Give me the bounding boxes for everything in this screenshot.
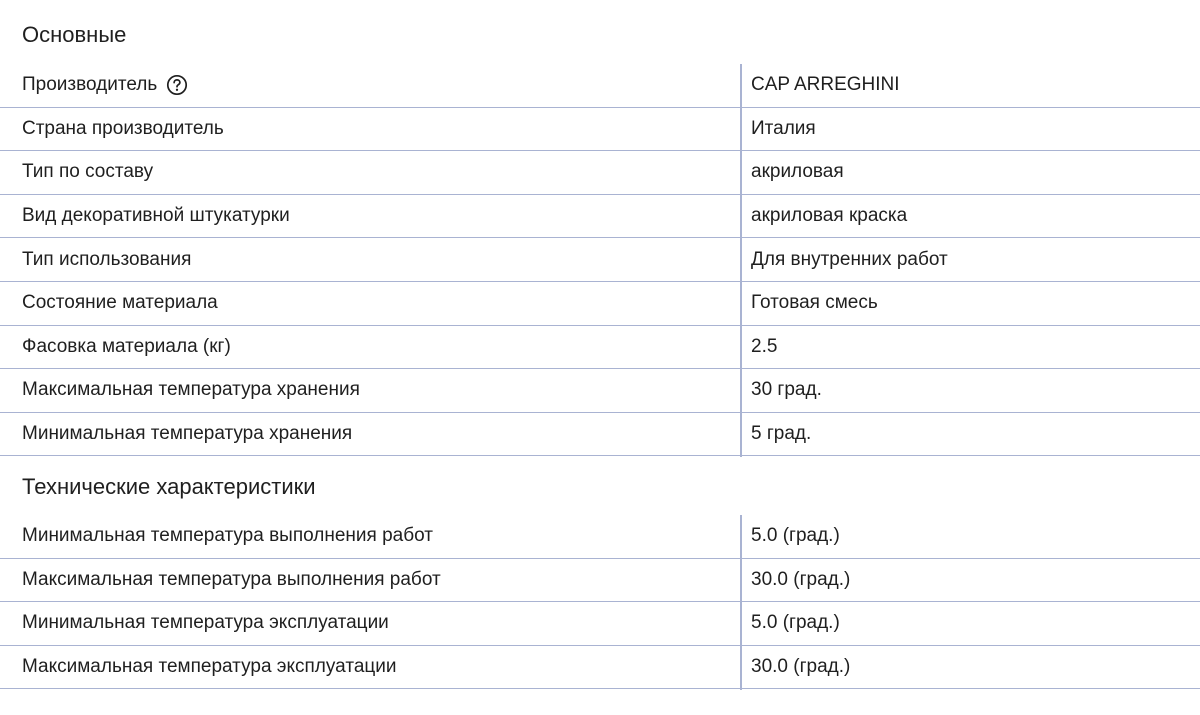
section-title-technical: Технические характеристики: [22, 474, 316, 499]
spec-label: Максимальная температура хранения: [22, 379, 360, 401]
spec-value: Для внутренних работ: [751, 248, 948, 270]
spec-label: Тип использования: [22, 248, 192, 270]
spec-row-max-storage-temp: [0, 369, 1200, 413]
spec-value: Италия: [751, 117, 816, 139]
spec-value: 5.0 (град.): [751, 612, 840, 634]
spec-row-min-work-temp: [0, 515, 1200, 559]
spec-label: Фасовка материала (кг): [22, 335, 231, 357]
spec-row-material-state: [0, 282, 1200, 326]
spec-row-usage-type: [0, 238, 1200, 282]
spec-value: 30 град.: [751, 379, 822, 401]
spec-row-max-work-temp: [0, 559, 1200, 603]
spec-value: 30.0 (град.): [751, 568, 851, 590]
spec-label: Страна производитель: [22, 117, 224, 139]
spec-value: 5.0 (град.): [751, 525, 840, 547]
spec-value: 30.0 (град.): [751, 656, 851, 678]
spec-row-manufacturer: [0, 64, 1200, 108]
spec-row-max-operating-temp: [0, 646, 1200, 690]
spec-label: [22, 64, 188, 107]
spec-value: 5 град.: [751, 423, 812, 445]
section-title-main: Основные: [22, 22, 127, 47]
specs-table-technical: [0, 515, 1200, 689]
spec-row-min-operating-temp: [0, 602, 1200, 646]
spec-label: Максимальная температура эксплуатации: [22, 656, 397, 678]
spec-row-min-storage-temp: [0, 413, 1200, 457]
spec-value: 2.5: [751, 335, 778, 357]
spec-value: акриловая краска: [751, 205, 908, 227]
question-circle-icon[interactable]: [166, 74, 188, 96]
spec-value: Готовая смесь: [751, 292, 878, 314]
spec-label: Минимальная температура эксплуатации: [22, 612, 389, 634]
spec-label-text: Производитель: [22, 74, 158, 96]
specs-table-main: [0, 64, 1200, 456]
spec-row-plaster-kind: [0, 195, 1200, 239]
spec-label: Состояние материала: [22, 292, 218, 314]
spec-label: Максимальная температура выполнения работ: [22, 568, 441, 590]
spec-label: Тип по составу: [22, 161, 154, 183]
spec-label: Минимальная температура хранения: [22, 423, 353, 445]
spec-row-packaging: [0, 326, 1200, 370]
spec-row-country: [0, 108, 1200, 152]
spec-label: Вид декоративной штукатурки: [22, 205, 290, 227]
spec-value: акриловая: [751, 161, 844, 183]
spec-row-composition-type: [0, 151, 1200, 195]
spec-value: CAP ARREGHINI: [751, 74, 900, 96]
spec-label: Минимальная температура выполнения работ: [22, 525, 433, 547]
